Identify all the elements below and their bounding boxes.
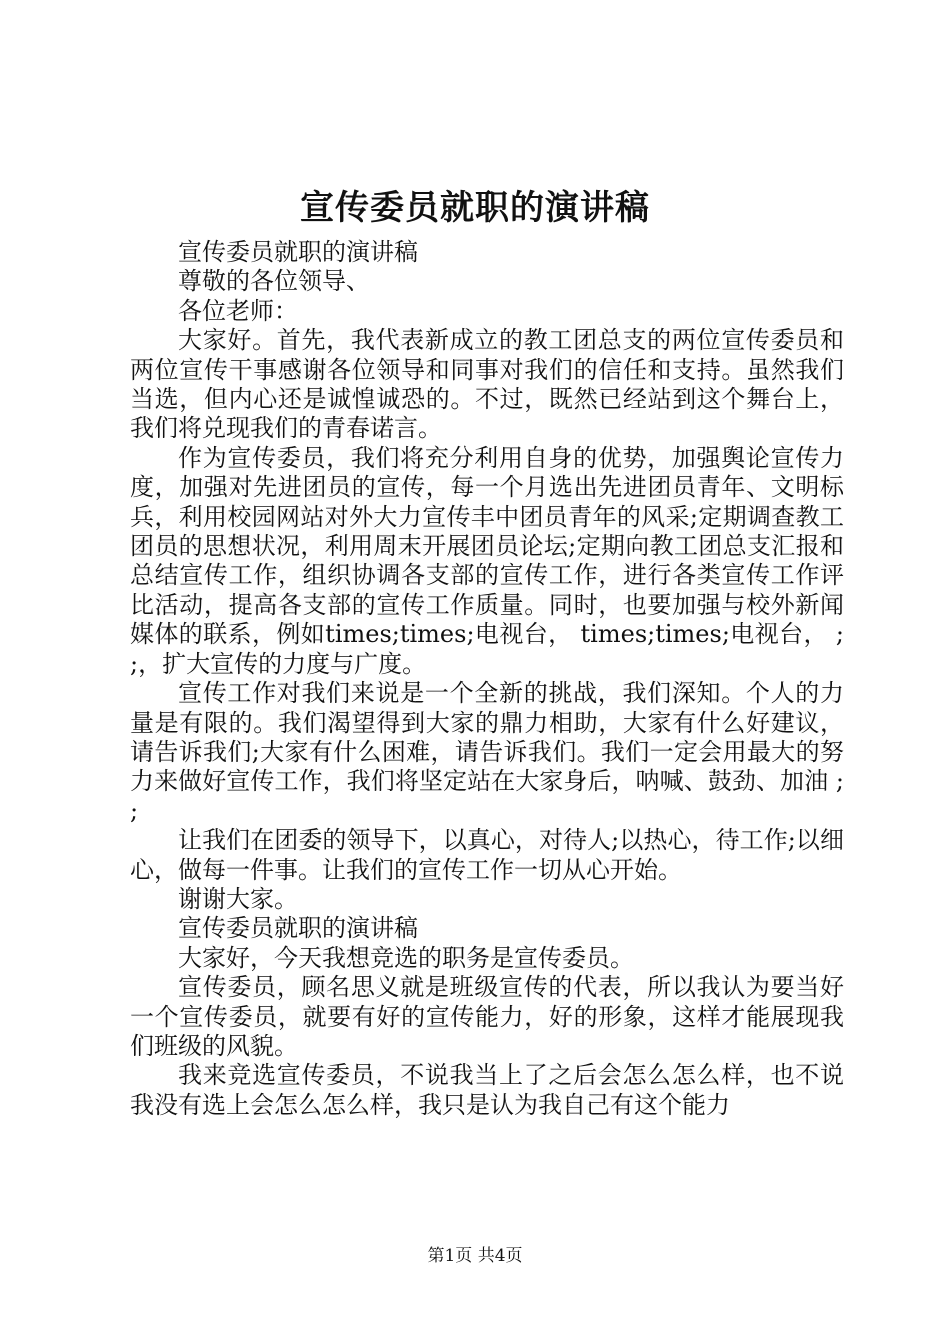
paragraph: 谢谢大家。: [178, 884, 298, 913]
document-title: 宣传委员就职的演讲稿: [300, 188, 650, 228]
paragraph: 各位老师：: [178, 296, 298, 325]
paragraph: 尊敬的各位领导、: [178, 267, 370, 296]
paragraph: 我来竞选宣传委员，不说我当上了之后会怎么怎么样，也不说我没有选上会怎么怎么样，我只是认为我自己有这个能力: [130, 1061, 844, 1119]
paragraph: 宣传委员就职的演讲稿: [178, 238, 418, 266]
paragraph: 宣传工作对我们来说是一个全新的挑战，我们深知。个人的力量是有限的。我们渴望得到大家的鼎力相助，大家有什么好建议，请告诉我们;大家有什么困难，请告诉我们。我们一定会用最大的努力来做好宣传工作，我们将坚定站在大家身后，呐喊、鼓劲、加油 ; ;: [130, 679, 844, 825]
paragraph: 大家好。首先，我代表新成立的教工团总支的两位宣传委员和两位宣传干事感谢各位领导和同事对我们的信任和支持。虽然我们当选，但内心还是诚惶诚恐的。不过，既然已经站到这个舞台上，我们将兑现我们的青春诺言。: [130, 326, 844, 443]
paragraph: 让我们在团委的领导下，以真心，对待人;以热心，待工作;以细心，做每一件事。让我们的宣传工作一切从心开始。: [130, 826, 844, 884]
paragraph: 宣传委员，顾名思义就是班级宣传的代表，所以我认为要当好一个宣传委员，就要有好的宣传能力，好的形象，这样才能展现我们班级的风貌。: [130, 973, 844, 1060]
paragraph: 作为宣传委员，我们将充分利用自身的优势，加强舆论宣传力度，加强对先进团员的宣传，每一个月选出先进团员青年、文明标兵，利用校园网站对外大力宣传丰中团员青年的风采;定期调查教工团员的思想状况，利用周末开展团员论坛;定期向教工团总支汇报和总结宣传工作，组织协调各支部的宣传工作，进行各类宣传工作评比活动，提高各支部的宣传工作质量。同时，也要加强与校外新闻媒体的联系，例如times;times;电视台， times;times;电视台， ; ;，扩大宣传的力度与广度。: [130, 443, 844, 678]
paragraph: 宣传委员就职的演讲稿: [178, 914, 418, 943]
paragraph: 大家好，今天我想竞选的职务是宣传委员。: [178, 943, 634, 972]
page-number-footer: 第1页 共4页: [427, 1246, 523, 1266]
document-body: [130, 238, 844, 1120]
